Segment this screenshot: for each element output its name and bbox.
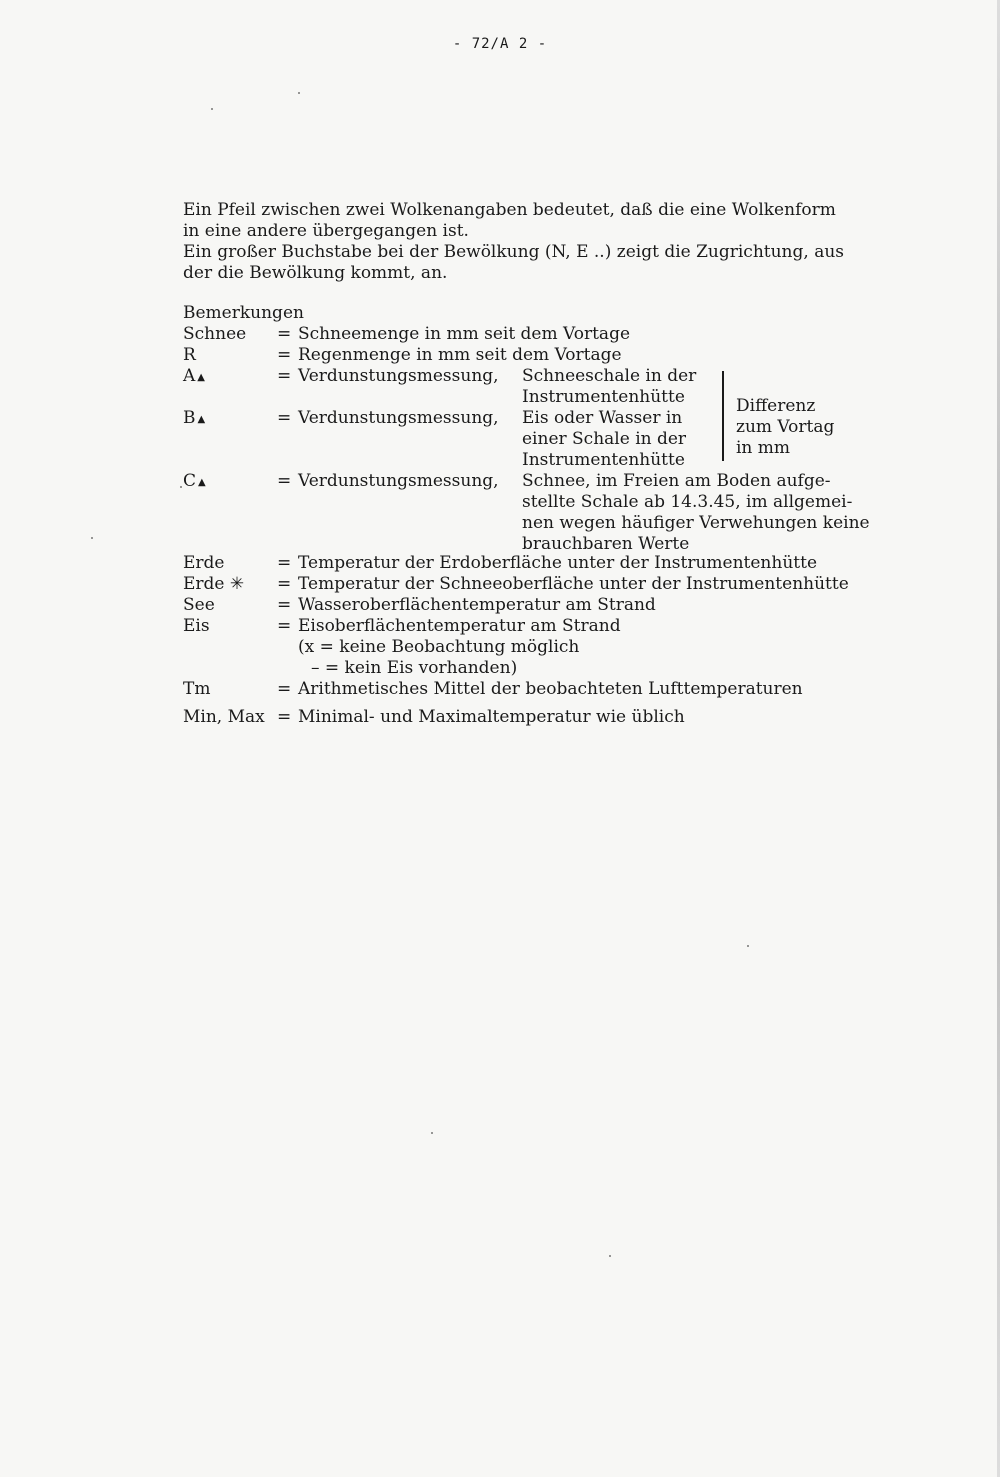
bracket: [718, 371, 724, 461]
triangle-icon: ▲: [197, 414, 206, 425]
term-a: [183, 366, 205, 388]
term-eis: Eis: [183, 616, 210, 636]
def-r: Regenmenge in mm seit dem Vortage: [298, 345, 622, 365]
def-erde: Temperatur der Erdoberfläche unter der Instrumentenhütte: [298, 553, 817, 573]
def-c-line4: brauchbaren Werte: [522, 534, 690, 554]
scan-speck: [211, 108, 213, 110]
term-b: [183, 408, 205, 430]
bracket-note: [736, 396, 834, 459]
def-tm: Arithmetisches Mittel der beobachteten Lufttemperaturen: [298, 679, 803, 699]
def-c: Verdunstungsmessung,: [298, 471, 499, 491]
def-minmax: Minimal- und Maximaltemperatur wie üblich: [298, 707, 685, 727]
def-eis-line2: – = kein Eis vorhanden): [311, 658, 518, 678]
def-c-line2: stellte Schale ab 14.3.45, im allgemei-: [522, 492, 853, 512]
term-c-letter: C: [183, 471, 197, 491]
def-erde-star: Temperatur der Schneeoberfläche unter der Instrumentenhütte: [298, 574, 849, 594]
equals-sign: =: [277, 679, 292, 699]
equals-sign: =: [277, 366, 292, 386]
equals-sign: =: [277, 553, 292, 573]
term-minmax: Min, Max: [183, 707, 265, 727]
bracket-note-line3: in mm: [736, 438, 791, 458]
term-r: R: [183, 345, 196, 365]
equals-sign: =: [277, 595, 292, 615]
def-b-line2: einer Schale in der: [522, 429, 687, 449]
page-header: - 72/A 2 -: [452, 36, 548, 52]
def-a: Verdunstungsmessung,: [298, 366, 499, 386]
def-b: Verdunstungsmessung,: [298, 408, 499, 428]
scan-speck: [91, 537, 93, 539]
scan-speck: [431, 1132, 433, 1134]
intro-p2-line2: der die Bewölkung kommt, an.: [183, 263, 448, 283]
triangle-icon: ▲: [197, 372, 205, 383]
equals-sign: =: [277, 616, 292, 636]
bracket-note-line1: Differenz: [736, 396, 816, 416]
term-b-letter: B: [183, 408, 196, 428]
def-eis: Eisoberflächentemperatur am Strand: [298, 616, 621, 636]
equals-sign: =: [277, 471, 292, 491]
def-see: Wasseroberflächentemperatur am Strand: [298, 595, 656, 615]
term-schnee: Schnee: [183, 324, 247, 344]
term-erde-star: Erde ✳: [183, 574, 245, 594]
term-see: See: [183, 595, 215, 615]
equals-sign: =: [277, 324, 292, 344]
term-erde: Erde: [183, 553, 225, 573]
equals-sign: =: [277, 345, 292, 365]
def-schnee: Schneemenge in mm seit dem Vortage: [298, 324, 631, 344]
bracket-note-line2: zum Vortag: [736, 417, 835, 437]
legend-title: Bemerkungen: [183, 303, 304, 323]
equals-sign: =: [277, 408, 292, 428]
def-c-line3: nen wegen häufiger Verwehungen keine: [522, 513, 870, 533]
intro-p1-line2: in eine andere übergegangen ist.: [183, 221, 469, 241]
term-a-letter: A: [183, 366, 196, 386]
intro-p2-line1: Ein großer Buchstabe bei der Bewölkung (N, E ..) zeigt die Zugrichtung, aus: [183, 242, 844, 262]
equals-sign: =: [277, 707, 292, 727]
def-b-line3: Instrumentenhütte: [522, 450, 685, 470]
intro-p1-line1: Ein Pfeil zwischen zwei Wolkenangaben bedeutet, daß die eine Wolkenform: [183, 200, 836, 220]
scan-speck: [747, 945, 749, 947]
scan-speck: [298, 92, 300, 94]
def-a-line2: Instrumentenhütte: [522, 387, 685, 407]
intro-text: [183, 200, 883, 284]
def-b-line1: Eis oder Wasser in: [522, 408, 683, 428]
triangle-icon: ▲: [198, 477, 206, 488]
scan-speck: [180, 486, 182, 488]
def-eis-line1: (x = keine Beobachtung möglich: [298, 637, 580, 657]
equals-sign: =: [277, 574, 292, 594]
def-a-line1: Schneeschale in der: [522, 366, 697, 386]
term-c: [183, 471, 206, 493]
def-c-line1: Schnee, im Freien am Boden aufge-: [522, 471, 831, 491]
scan-speck: [609, 1255, 611, 1257]
term-tm: Tm: [183, 679, 211, 699]
